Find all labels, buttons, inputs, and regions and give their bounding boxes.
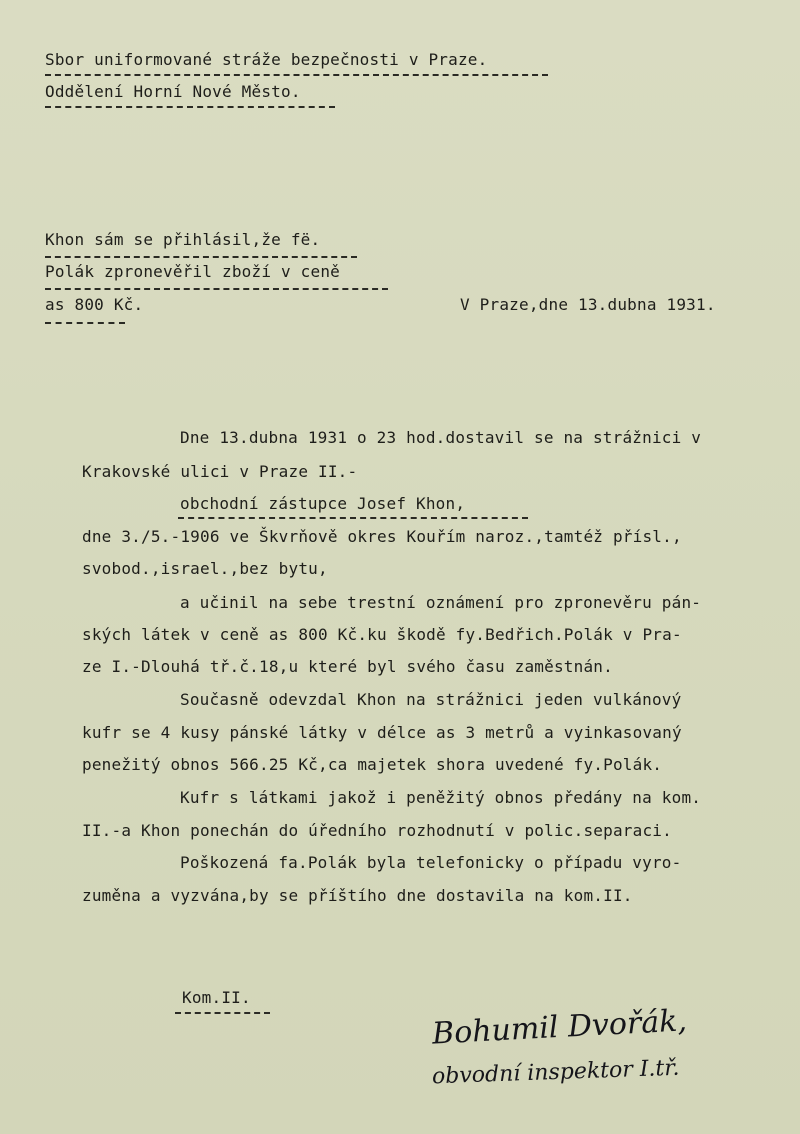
subject-rule-2 [45, 288, 388, 290]
kom-label: Kom.II. [182, 988, 251, 1007]
body-line: obchodní zástupce Josef Khon, [180, 494, 466, 513]
header-line-2: Oddělení Horní Nové Město. [45, 82, 301, 101]
body-line: ských látek v ceně as 800 Kč.ku škodě fy.Bedřich.Polák v Pra- [82, 625, 682, 644]
body-line: Krakovské ulici v Praze II.- [82, 462, 358, 481]
body-line: penežitý obnos 566.25 Kč,ca majetek shora uvedené fy.Polák. [82, 755, 663, 774]
body-line: Poškozená fa.Polák byla telefonicky o případu vyro- [180, 853, 682, 872]
body-line: Kufr s látkami jakož i peněžitý obnos předány na kom. [180, 788, 702, 807]
header-rule-1 [45, 74, 548, 76]
header-line-1: Sbor uniformované stráže bezpečnosti v Praze. [45, 50, 488, 69]
subject-rule-1 [45, 256, 357, 258]
signature-title: obvodní inspektor I.tř. [431, 1055, 680, 1090]
kom-rule [175, 1012, 270, 1014]
signature-name: Bohumil Dvořák, [431, 1003, 688, 1052]
body-line: Dne 13.dubna 1931 o 23 hod.dostavil se na strážnici v [180, 428, 702, 447]
subject-line-2: Polák zpronevěřil zboží v ceně [45, 262, 340, 281]
name-underline [178, 517, 528, 519]
body-line: a učinil na sebe trestní oznámení pro zpronevěru pán- [180, 593, 702, 612]
body-line: ze I.-Dlouhá tř.č.18,u které byl svého času zaměstnán. [82, 657, 613, 676]
date-line: V Praze,dne 13.dubna 1931. [460, 295, 716, 314]
body-line: kufr se 4 kusy pánské látky v délce as 3 metrů a vyinkasovaný [82, 723, 682, 742]
header-rule-2 [45, 106, 335, 108]
subject-line-1: Khon sám se přihlásil,že fë. [45, 230, 321, 249]
subject-line-3: as 800 Kč. [45, 295, 144, 314]
body-line: dne 3./5.-1906 ve Škvrňově okres Kouřím naroz.,tamtéž přísl., [82, 527, 682, 546]
body-line: zuměna a vyzvána,by se příštího dne dostavila na kom.II. [82, 886, 633, 905]
body-line: svobod.,israel.,bez bytu, [82, 559, 328, 578]
subject-rule-3 [45, 322, 125, 324]
body-line: II.-a Khon ponechán do úředního rozhodnutí v polic.separaci. [82, 821, 672, 840]
body-line: Současně odevzdal Khon na strážnici jeden vulkánový [180, 690, 682, 709]
